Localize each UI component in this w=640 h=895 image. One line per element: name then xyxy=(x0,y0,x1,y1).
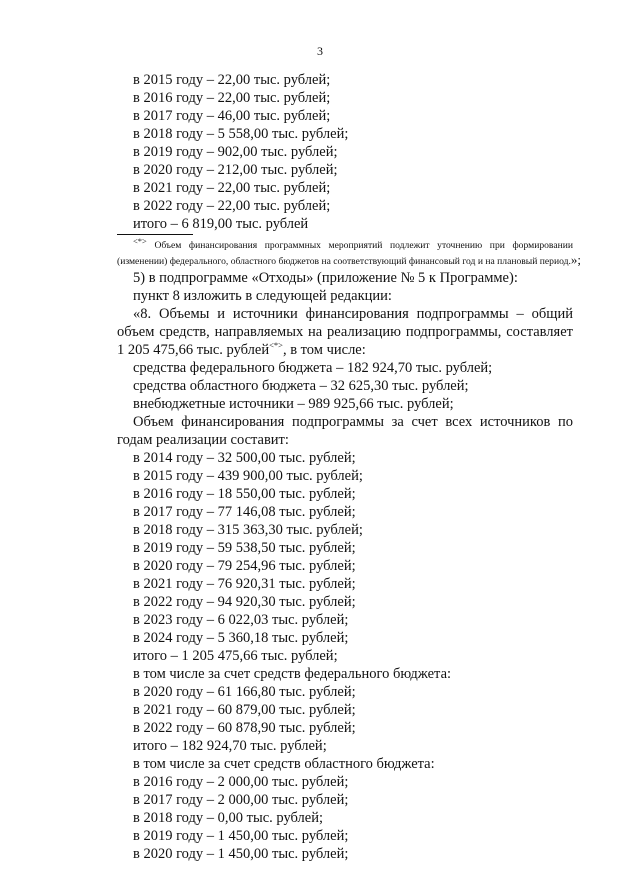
section-intro: в том числе за счет средств федерального бюджета: xyxy=(133,666,452,682)
list-item: в 2022 году – 94 920,30 тыс. рублей; xyxy=(133,594,356,610)
list-item: в 2020 году – 61 166,80 тыс. рублей; xyxy=(133,684,356,700)
list-item: в 2021 году – 76 920,31 тыс. рублей; xyxy=(133,576,356,592)
footnote-close-quote: »; xyxy=(570,252,582,267)
list-item: в 2015 году – 22,00 тыс. рублей; xyxy=(133,72,331,88)
list-item: в 2017 году – 2 000,00 тыс. рублей; xyxy=(133,792,349,808)
list-item: в 2019 году – 59 538,50 тыс. рублей; xyxy=(133,540,356,556)
footnote-mark: <*> xyxy=(133,235,147,246)
list-item: в 2017 году – 46,00 тыс. рублей; xyxy=(133,108,331,124)
list-item: в 2020 году – 212,00 тыс. рублей; xyxy=(133,162,338,178)
item-instruction: пункт 8 изложить в следующей редакции: xyxy=(133,288,392,304)
list-item: в 2020 году – 79 254,96 тыс. рублей; xyxy=(133,558,356,574)
list-item: в 2019 году – 902,00 тыс. рублей; xyxy=(133,144,338,160)
section-intro: в том числе за счет средств областного бюджета: xyxy=(133,756,435,772)
footnote-divider xyxy=(117,234,193,235)
list-item: в 2020 году – 1 450,00 тыс. рублей; xyxy=(133,846,349,862)
list-item: в 2019 году – 1 450,00 тыс. рублей; xyxy=(133,828,349,844)
list-item: в 2017 году – 77 146,08 тыс. рублей; xyxy=(133,504,356,520)
list-total: итого – 1 205 475,66 тыс. рублей; xyxy=(133,648,338,664)
list-item: в 2018 году – 315 363,30 тыс. рублей; xyxy=(133,522,363,538)
footnote-line xyxy=(117,254,581,268)
footnote-text: Объем финансирования программных мероприятий подлежит уточнению при формировании xyxy=(154,240,573,251)
source-item: средства федерального бюджета – 182 924,70 тыс. рублей; xyxy=(133,360,493,376)
paragraph-tail: , в том числе: xyxy=(282,342,366,358)
footnote-text: (изменении) федерального, областного бюджетов на соответствующий финансовый год и на плановый период. xyxy=(117,256,571,267)
source-item: средства областного бюджета – 32 625,30 тыс. рублей; xyxy=(133,378,469,394)
list-item: в 2018 году – 0,00 тыс. рублей; xyxy=(133,810,324,826)
list-item: в 2016 году – 2 000,00 тыс. рублей; xyxy=(133,774,349,790)
list-item: в 2016 году – 22,00 тыс. рублей; xyxy=(133,90,331,106)
page-number: 3 xyxy=(317,44,323,58)
paragraph-line: объем средств, направляемых на реализацию подпрограммы, составляет xyxy=(117,324,573,340)
paragraph-line xyxy=(117,342,366,359)
total-amount: 1 205 475,66 тыс. рублей xyxy=(117,342,270,358)
paragraph-line: годам реализации составит: xyxy=(117,432,289,448)
list-item: в 2021 году – 22,00 тыс. рублей; xyxy=(133,180,331,196)
list-item: в 2018 году – 5 558,00 тыс. рублей; xyxy=(133,126,349,142)
paragraph-line: Объем финансирования подпрограммы за счет всех источников по xyxy=(133,414,573,430)
list-total: итого – 182 924,70 тыс. рублей; xyxy=(133,738,327,754)
list-item: в 2016 году – 18 550,00 тыс. рублей; xyxy=(133,486,356,502)
list-item: в 2022 году – 22,00 тыс. рублей; xyxy=(133,198,331,214)
item-heading: 5) в подпрограмме «Отходы» (приложение № 5 к Программе): xyxy=(133,270,518,286)
footnote-mark: <*> xyxy=(269,340,283,351)
list-item: в 2024 году – 5 360,18 тыс. рублей; xyxy=(133,630,349,646)
list-item: в 2021 году – 60 879,00 тыс. рублей; xyxy=(133,702,356,718)
list-item: в 2015 году – 439 900,00 тыс. рублей; xyxy=(133,468,363,484)
list-total: итого – 6 819,00 тыс. рублей xyxy=(133,216,309,232)
footnote-line xyxy=(133,235,573,252)
list-item: в 2023 году – 6 022,03 тыс. рублей; xyxy=(133,612,349,628)
source-item: внебюджетные источники – 989 925,66 тыс. рублей; xyxy=(133,396,454,412)
list-item: в 2022 году – 60 878,90 тыс. рублей; xyxy=(133,720,356,736)
paragraph-line: «8. Объемы и источники финансирования подпрограммы – общий xyxy=(133,306,573,322)
list-item: в 2014 году – 32 500,00 тыс. рублей; xyxy=(133,450,356,466)
